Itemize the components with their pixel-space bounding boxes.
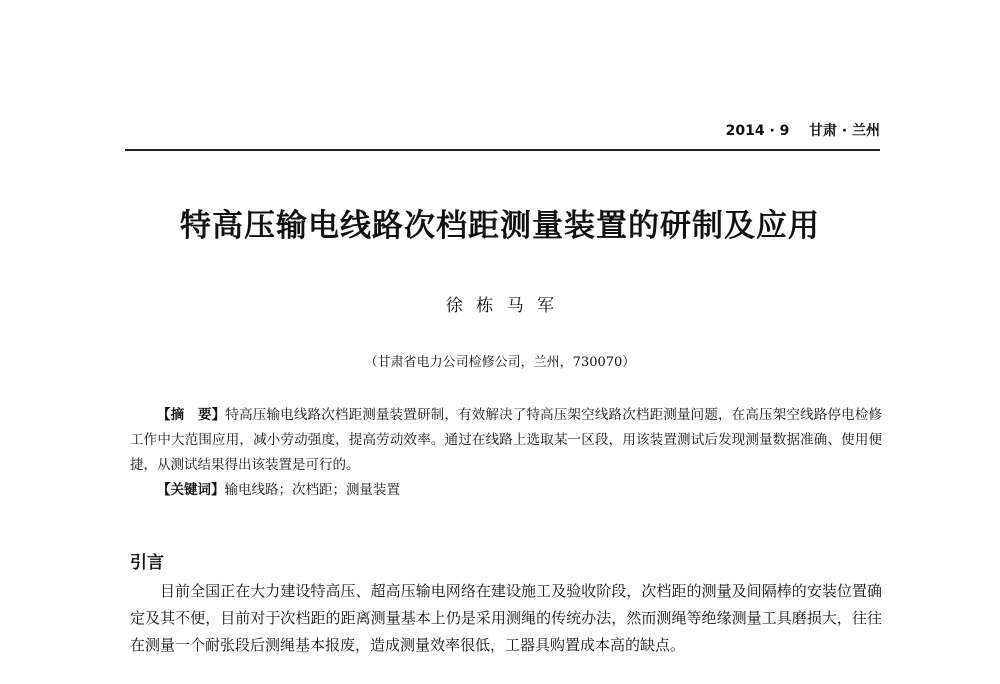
affiliation: （甘肃省电力公司检修公司，兰州，730070）	[364, 355, 636, 370]
issue-label: 2014 · 9	[725, 123, 790, 139]
keywords-paragraph	[130, 478, 882, 503]
body-text	[130, 578, 882, 659]
abstract-text: 特高压输电线路次档距测量装置研制，有效解决了特高压架空线路次档距测量问题，在高压架空线路停电检修工作中大范围应用，减小劳动强度，提高劳动效率。通过在线路上选取某一区段，用该装置测试后发现测量数据准确、使用便捷，从测试结果得出该装置是可行的。	[130, 407, 883, 473]
abstract-tag: 【摘 要】	[157, 407, 226, 423]
abstract-paragraph	[130, 403, 882, 478]
paper-title: 特高压输电线路次档距测量装置的研制及应用	[180, 208, 820, 244]
keywords-text: 输电线路；次档距；测量装置	[224, 482, 400, 498]
keywords-tag: 【关键词】	[157, 482, 225, 498]
abstract-block	[130, 403, 882, 503]
body-paragraph: 目前全国正在大力建设特高压、超高压输电网络在建设施工及验收阶段，次档距的测量及间隔棒的安装位置确定及其不便，目前对于次档距的距离测量基本上仍是采用测绳的传统办法，然而测绳等绝缘测量工具磨损大，往往在测量一个耐张段后测绳基本报废，造成测量效率很低，工器具购置成本高的缺点。	[130, 582, 882, 654]
journal-header	[125, 120, 880, 140]
header-rule	[125, 149, 880, 151]
authors: 徐 栋 马 军	[445, 296, 555, 316]
section-heading: 引言	[130, 553, 164, 573]
place-label: 甘肃 · 兰州	[808, 123, 880, 139]
